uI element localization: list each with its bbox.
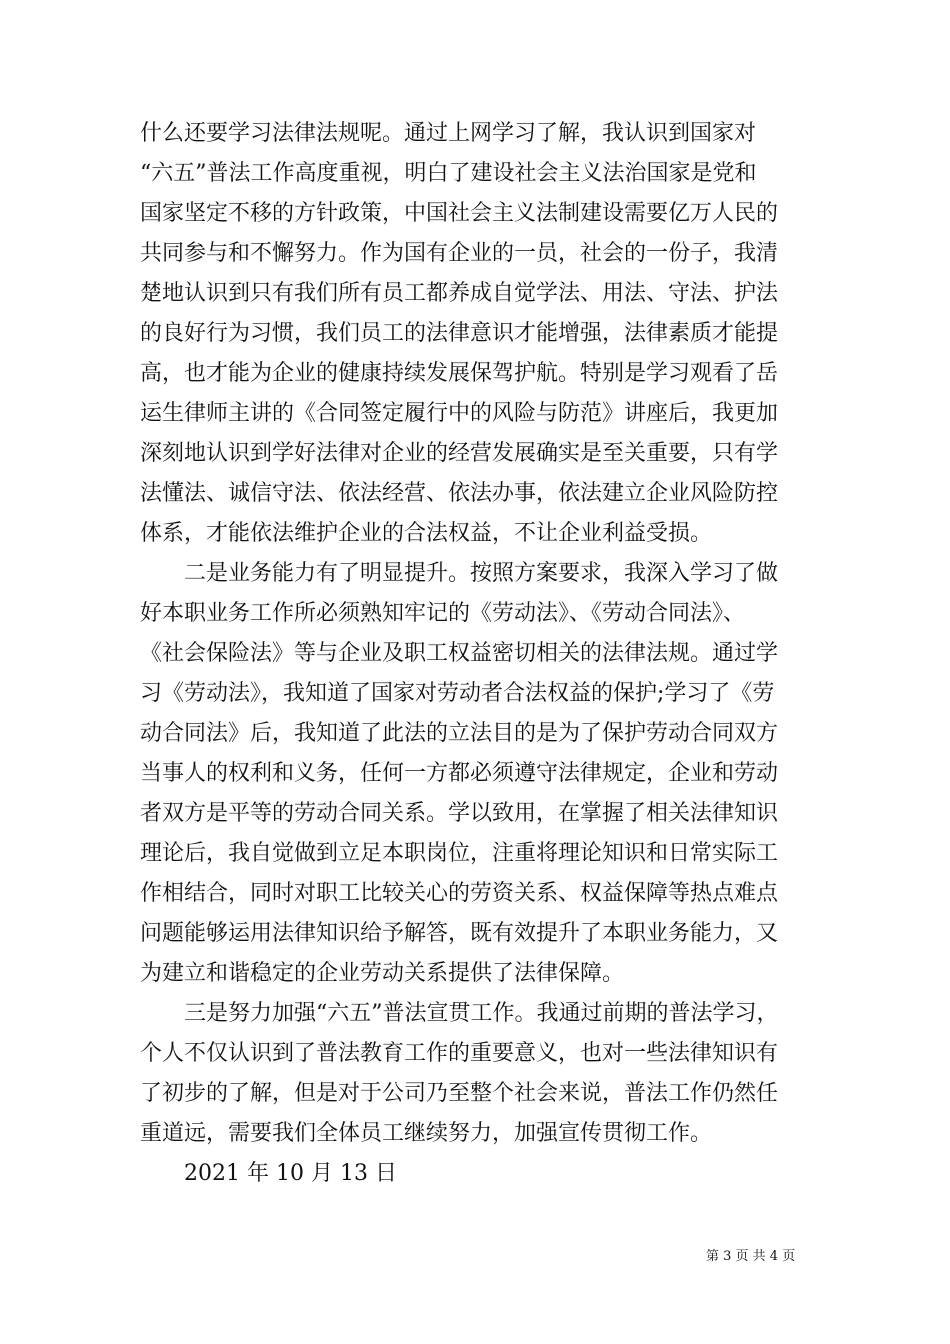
text-line: 楚地认识到只有我们所有员工都养成自觉学法、用法、守法、护法 xyxy=(140,281,779,306)
text-line: 共同参与和不懈努力。作为国有企业的一员，社会的一份子，我清 xyxy=(140,241,779,266)
text-line: 二是业务能力有了明显提升。按照方案要求，我深入学习了做 xyxy=(184,561,779,586)
text-line: 高，也才能为企业的健康持续发展保驾护航。特别是学习观看了岳 xyxy=(140,361,779,386)
text-line: 重道远，需要我们全体员工继续努力，加强宣传贯彻工作。 xyxy=(140,1121,713,1146)
text-line: 好本职业务工作所必须熟知牢记的《劳动法》、《劳动合同法》、 xyxy=(140,601,746,626)
text-line: 国家坚定不移的方针政策，中国社会主义法制建设需要亿万人民的 xyxy=(140,201,779,226)
paragraph-1 xyxy=(140,114,830,554)
paragraph-2 xyxy=(140,554,830,994)
text-line: 问题能够运用法律知识给予解答，既有效提升了本职业务能力，又 xyxy=(140,921,779,946)
text-line: 当事人的权利和义务，任何一方都必须遵守法律规定，企业和劳动 xyxy=(140,761,779,786)
text-line: 动合同法》后，我知道了此法的立法目的是为了保护劳动合同双方 xyxy=(140,721,779,746)
text-line: 深刻地认识到学好法律对企业的经营发展确实是至关重要，只有学 xyxy=(140,441,779,466)
text-line: 者双方是平等的劳动合同关系。学以致用，在掌握了相关法律知识 xyxy=(140,801,779,826)
text-line: “六五”普法工作高度重视，明白了建设社会主义法治国家是党和 xyxy=(140,161,757,186)
text-line: 《社会保险法》等与企业及职工权益密切相关的法律法规。通过学 xyxy=(140,641,779,666)
text-line: 作相结合，同时对职工比较关心的劳资关系、权益保障等热点难点 xyxy=(140,881,779,906)
text-line: 的良好行为习惯，我们员工的法律意识才能增强，法律素质才能提 xyxy=(140,321,779,346)
text-line: 法懂法、诚信守法、依法经营、依法办事，依法建立企业风险防控 xyxy=(140,481,779,506)
text-line: 为建立和谐稳定的企业劳动关系提供了法律保障。 xyxy=(140,961,625,986)
text-line: 了初步的了解，但是对于公司乃至整个社会来说，普法工作仍然任 xyxy=(140,1081,779,1106)
text-line: 运生律师主讲的《合同签定履行中的风险与防范》讲座后，我更加 xyxy=(140,401,779,426)
text-line: 三是努力加强“六五”普法宣贯工作。我通过前期的普法学习， xyxy=(184,1001,779,1026)
text-line: 习《劳动法》，我知道了国家对劳动者合法权益的保护;学习了《劳 xyxy=(140,681,775,706)
text-line: 体系，才能依法维护企业的合法权益，不让企业利益受损。 xyxy=(140,521,713,546)
document-body xyxy=(140,114,830,1194)
paragraph-3 xyxy=(140,994,830,1154)
text-line: 个人不仅认识到了普法教育工作的重要意义，也对一些法律知识有 xyxy=(140,1041,779,1066)
text-line: 什么还要学习法律法规呢。通过上网学习了解，我认识到国家对 xyxy=(140,121,757,146)
document-date: 2021 年 10 月 13 日 xyxy=(184,1161,397,1186)
text-line: 理论后，我自觉做到立足本职岗位，注重将理论知识和日常实际工 xyxy=(140,841,779,866)
page-number-footer: 第 3 页 共 4 页 xyxy=(706,1249,796,1264)
